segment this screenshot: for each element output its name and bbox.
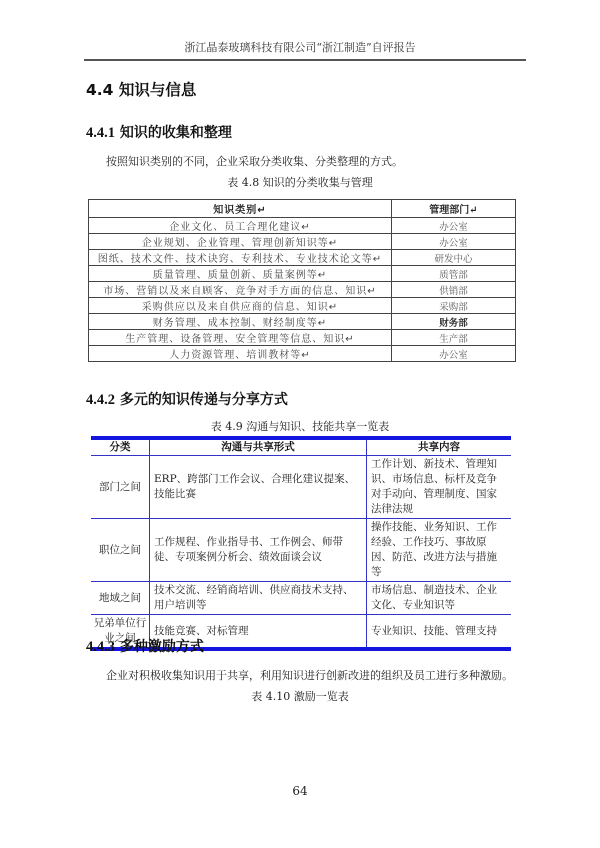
page-number: 64 xyxy=(292,784,308,798)
knowledge-classification-table xyxy=(88,199,516,362)
subsection-number: 4.4.3 xyxy=(86,639,115,655)
cell-content: 专业知识、技能、管理支持 xyxy=(367,615,512,648)
header-type: 分类 xyxy=(91,440,150,456)
cell-dept: 办公室 xyxy=(392,218,516,234)
table-row xyxy=(89,234,516,250)
subsection-number: 4.4.1 xyxy=(86,125,115,141)
cell-category: 企业文化、员工合理化建议↵ xyxy=(89,218,392,234)
cell-type: 部门之间 xyxy=(91,456,150,519)
cell-dept: 采购部 xyxy=(392,298,516,314)
subsection-number: 4.4.2 xyxy=(86,392,115,408)
table-row xyxy=(89,282,516,298)
table-row xyxy=(89,298,516,314)
cell-content: 操作技能、业务知识、工作经验、工作技巧、事故原因、防范、改进方法与措施等 xyxy=(367,519,512,582)
cell-category: 人力资源管理、培训教材等↵ xyxy=(89,346,392,362)
cell-category: 生产管理、设备管理、安全管理等信息、知识↵ xyxy=(89,330,392,346)
table-caption-4-8: 表 4.8 知识的分类收集与管理 xyxy=(227,176,373,189)
section-number: 4.4 xyxy=(86,81,114,99)
cell-dept: 办公室 xyxy=(392,234,516,250)
cell-category: 企业规划、企业管理、管理创新知识等↵ xyxy=(89,234,392,250)
table-header-row xyxy=(91,440,511,456)
header-management-dept: 管理部门↵ xyxy=(392,200,516,218)
cell-category: 质量管理、质量创新、质量案例等↵ xyxy=(89,266,392,282)
table-row xyxy=(91,519,511,582)
cell-dept: 供销部 xyxy=(392,282,516,298)
table-row xyxy=(89,250,516,266)
table-row xyxy=(89,218,516,234)
table-row xyxy=(91,456,511,519)
paragraph-4-4-1: 按照知识类别的不同，企业采取分类收集、分类整理的方式。 xyxy=(106,155,403,168)
table-caption-4-9: 表 4.9 沟通与知识、技能共享一览表 xyxy=(210,420,390,433)
subsection-heading-4-4-3 xyxy=(86,636,204,656)
header-knowledge-category: 知识类别↵ xyxy=(89,200,392,218)
table-row xyxy=(91,582,511,615)
header-form: 沟通与共享形式 xyxy=(150,440,367,456)
cell-type: 地域之间 xyxy=(91,582,150,615)
cell-dept: 财务部 xyxy=(392,314,516,330)
subsection-title: 多种激励方式 xyxy=(119,639,204,655)
cell-category: 财务管理、成本控制、财经制度等↵ xyxy=(89,314,392,330)
section-title: 知识与信息 xyxy=(118,81,197,99)
cell-dept: 生产部 xyxy=(392,330,516,346)
cell-type: 兄弟单位行业之间 xyxy=(93,617,147,644)
table-row xyxy=(89,346,516,362)
cell-category: 市场、营销以及来自顾客、竞争对手方面的信息、知识↵ xyxy=(89,282,392,298)
cell-form: 技术交流、经销商培训、供应商技术支持、用户培训等 xyxy=(150,582,367,615)
cell-dept: 办公室 xyxy=(392,346,516,362)
cell-form: ERP、跨部门工作会议、合理化建议提案、技能比赛 xyxy=(150,456,367,519)
cell-type: 职位之间 xyxy=(91,519,150,582)
table-row xyxy=(89,330,516,346)
subsection-title: 知识的收集和整理 xyxy=(119,125,232,141)
section-heading xyxy=(86,78,196,100)
cell-form: 工作规程、作业指导书、工作例会、师带徒、专项案例分析会、绩效面谈会议 xyxy=(150,519,367,582)
cell-category: 采购供应以及来自供应商的信息、知识↵ xyxy=(89,298,392,314)
subsection-heading-4-4-2 xyxy=(86,389,288,409)
paragraph-4-4-3: 企业对积极收集知识用于共享，利用知识进行创新改进的组织及员工进行多种激励。 xyxy=(106,669,513,682)
header-divider xyxy=(84,59,526,61)
running-header: 浙江晶泰玻璃科技有限公司“浙江制造”自评报告 xyxy=(184,41,416,54)
subsection-title: 多元的知识传递与分享方式 xyxy=(119,392,288,408)
header-content: 共享内容 xyxy=(367,440,512,456)
cell-dept: 研发中心 xyxy=(392,250,516,266)
table-row xyxy=(89,314,516,330)
communication-sharing-table xyxy=(91,436,511,651)
cell-form: 技能竞赛、对标管理 xyxy=(150,615,367,648)
table-header-row xyxy=(89,200,516,218)
cell-category: 图纸、技术文件、技术诀窍、专利技术、专业技术论文等↵ xyxy=(89,250,392,266)
cell-dept: 质管部 xyxy=(392,266,516,282)
cell-content: 市场信息、制造技术、企业文化、专业知识等 xyxy=(367,582,512,615)
cell-content: 工作计划、新技术、管理知识、市场信息、标杆及竞争对手动向、管理制度、国家法律法规 xyxy=(367,456,512,519)
table-row xyxy=(89,266,516,282)
table-caption-4-10: 表 4.10 激励一览表 xyxy=(251,690,349,703)
subsection-heading-4-4-1 xyxy=(86,122,232,142)
